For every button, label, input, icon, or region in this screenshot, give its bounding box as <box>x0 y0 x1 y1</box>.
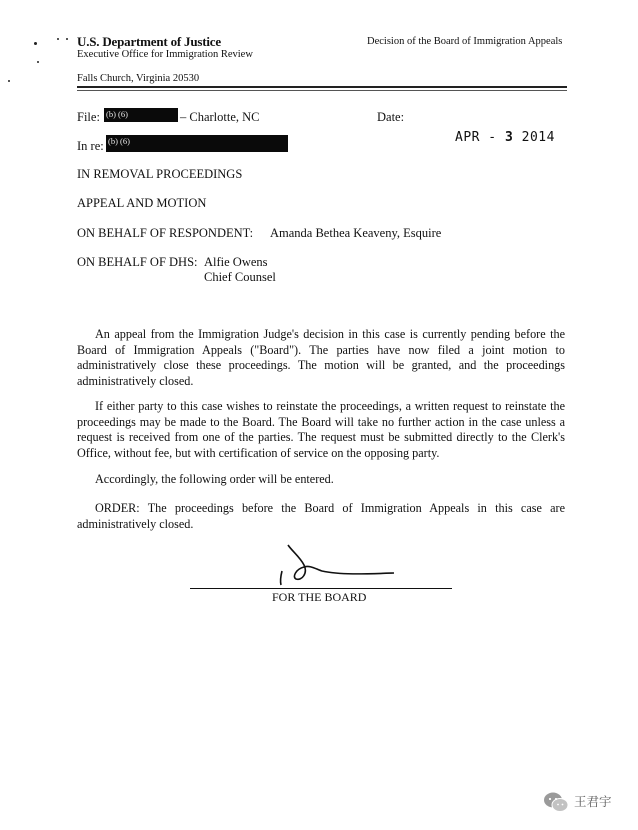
dhs-name: Alfie Owens <box>204 255 268 269</box>
scan-speck <box>8 80 10 82</box>
respondent-name-redaction: (b) (6) <box>106 135 288 152</box>
paragraph-accordingly: Accordingly, the following order will be entered. <box>95 472 334 486</box>
date-stamp <box>455 130 555 145</box>
proceedings-type: IN REMOVAL PROCEEDINGS <box>77 167 243 181</box>
respondent-label: ON BEHALF OF RESPONDENT: <box>77 226 254 240</box>
paragraph-reinstatement: If either party to this case wishes to reinstate the proceedings, a written request to reinstate the proceedings may be made to the Board. The Board will take no further action in the case unless a request is received from one of the parties. The request must be submitted directly to the Clerk's Office, without fee, but with certification of service on the opposing party. <box>77 399 565 460</box>
in-re-label: In re: <box>77 139 104 153</box>
date-stamp-month: APR - <box>455 130 497 145</box>
date-stamp-year: 2014 <box>521 130 555 145</box>
proceedings-nature: APPEAL AND MOTION <box>77 196 207 210</box>
scan-speck <box>34 42 37 45</box>
document-title: Decision of the Board of Immigration Appeals <box>367 36 563 47</box>
dhs-label: ON BEHALF OF DHS: <box>77 255 198 269</box>
date-label: Date: <box>377 110 405 124</box>
scan-speck <box>57 38 59 40</box>
scan-speck <box>37 61 39 63</box>
signature-line <box>190 588 452 589</box>
dhs-title: Chief Counsel <box>204 270 276 284</box>
header-rule <box>77 86 567 88</box>
for-the-board: FOR THE BOARD <box>272 590 367 604</box>
scan-speck <box>66 38 68 40</box>
office-address: Falls Church, Virginia 20530 <box>77 73 200 84</box>
board-member-signature <box>270 543 400 589</box>
paragraph-appeal-pending: An appeal from the Immigration Judge's decision in this case is currently pending before the Board of Immigration Appeals ("Board"). The parties have now filed a joint motion to administratively close these proceedings. The motion will be granted, and the proceedings administratively closed. <box>77 327 565 388</box>
paragraph-order: ORDER: The proceedings before the Board of Immigration Appeals in this case are administratively closed. <box>77 501 565 531</box>
date-stamp-day: 3 <box>504 130 514 145</box>
file-number-redaction: (b) (6) <box>104 108 178 122</box>
file-label: File: <box>77 110 100 124</box>
office-name: Executive Office for Immigration Review <box>77 49 253 60</box>
file-location: – Charlotte, NC <box>180 110 260 124</box>
respondent-counsel: Amanda Bethea Keaveny, Esquire <box>270 226 442 240</box>
watermark-text: 王君宇 <box>574 794 612 809</box>
agency-name: U.S. Department of Justice <box>77 34 221 49</box>
wechat-icon <box>543 791 569 813</box>
header-rule-thin <box>77 90 567 91</box>
